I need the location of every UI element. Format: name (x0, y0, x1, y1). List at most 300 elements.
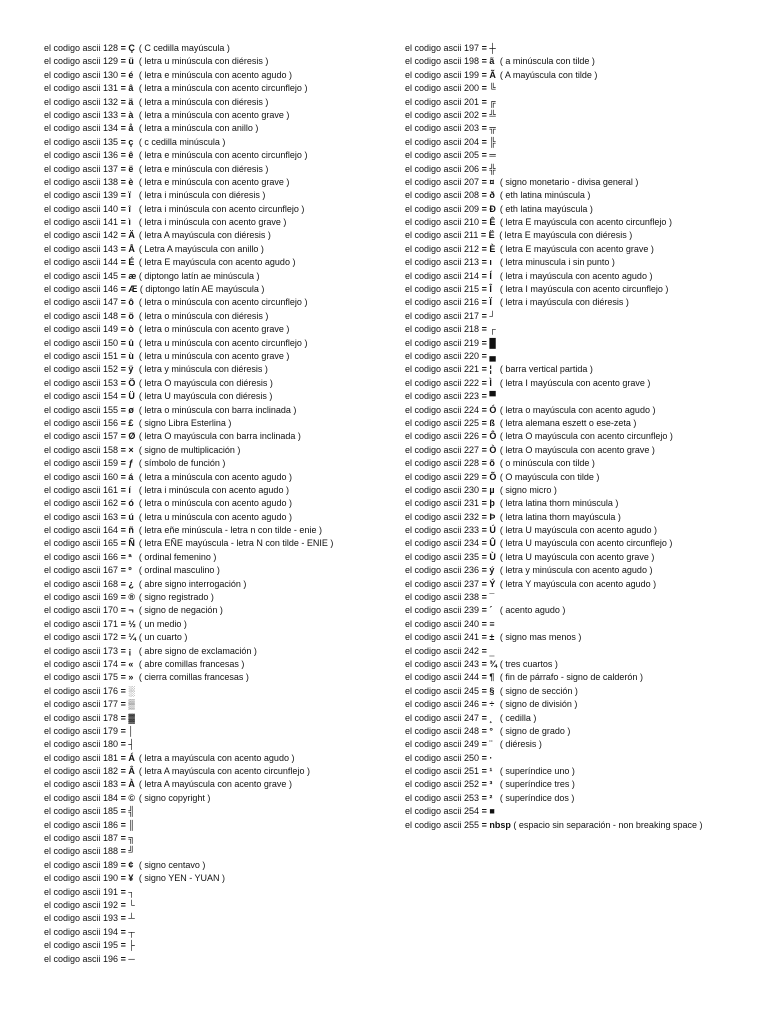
ascii-row (405, 296, 760, 309)
ascii-character: º (128, 565, 132, 576)
ascii-description: ( letra O mayúscula con acento grave ) (499, 444, 655, 455)
ascii-row (44, 203, 394, 216)
ascii-row (44, 243, 394, 256)
ascii-prefix: el codigo ascii (44, 444, 101, 455)
ascii-code: 168 (103, 578, 119, 589)
ascii-row (44, 551, 394, 564)
ascii-code: 215 (464, 284, 480, 295)
ascii-character: Ü (128, 391, 135, 402)
ascii-prefix: el codigo ascii (405, 699, 462, 710)
ascii-description: ( un cuarto ) (138, 632, 188, 643)
equals-sign: = (118, 819, 129, 830)
ascii-prefix: el codigo ascii (405, 176, 462, 187)
equals-sign: = (118, 551, 129, 562)
ascii-prefix: el codigo ascii (44, 230, 101, 241)
ascii-row (405, 189, 760, 202)
ascii-row (44, 859, 394, 872)
ascii-prefix: el codigo ascii (405, 712, 462, 723)
ascii-code: 138 (103, 176, 119, 187)
equals-sign: = (118, 833, 129, 844)
equals-sign: = (479, 592, 490, 603)
ascii-character: Å (128, 243, 135, 254)
ascii-character: À (128, 779, 135, 790)
ascii-prefix: el codigo ascii (44, 913, 101, 924)
ascii-code: 244 (464, 672, 480, 683)
ascii-code: 173 (103, 645, 119, 656)
ascii-description: ( signo de división ) (499, 699, 578, 710)
ascii-character: é (128, 69, 134, 80)
ascii-prefix: el codigo ascii (44, 592, 101, 603)
ascii-character: ¨ (489, 739, 493, 750)
ascii-row (44, 323, 394, 336)
ascii-character: ´ (489, 605, 493, 616)
ascii-prefix: el codigo ascii (405, 364, 462, 375)
ascii-row (405, 203, 760, 216)
ascii-code: 214 (464, 270, 480, 281)
ascii-code: 230 (464, 484, 480, 495)
ascii-description: ( letra A mayúscula con acento grave ) (138, 779, 292, 790)
ascii-character: è (128, 176, 134, 187)
ascii-code: 141 (103, 217, 119, 228)
ascii-character: Æ (128, 284, 138, 295)
ascii-prefix: el codigo ascii (405, 431, 462, 442)
ascii-code: 241 (464, 632, 480, 643)
ascii-row (44, 618, 394, 631)
ascii-row (405, 671, 760, 684)
ascii-row (405, 738, 760, 751)
ascii-row (44, 645, 394, 658)
ascii-code: 149 (103, 324, 119, 335)
ascii-prefix: el codigo ascii (44, 404, 101, 415)
ascii-character: ¦ (489, 364, 492, 375)
equals-sign: = (479, 819, 490, 830)
ascii-character: ┬ (128, 926, 135, 937)
ascii-code: 144 (103, 257, 119, 268)
ascii-code: 226 (464, 431, 480, 442)
ascii-code: 186 (103, 819, 119, 830)
ascii-character: ü (128, 56, 134, 67)
ascii-character: § (489, 685, 495, 696)
ascii-character: ì (128, 217, 131, 228)
ascii-description: ( abre signo interrogación ) (138, 578, 247, 589)
ascii-code: 238 (464, 592, 480, 603)
ascii-row (44, 872, 394, 885)
ascii-description: ( fin de párrafo - signo de calderón ) (499, 672, 643, 683)
ascii-row (44, 765, 394, 778)
ascii-prefix: el codigo ascii (405, 391, 462, 402)
ascii-description: ( barra vertical partida ) (499, 364, 593, 375)
ascii-description: ( letra o minúscula con acento grave ) (138, 324, 290, 335)
ascii-description: ( letra e minúscula con acento circunflejo ) (138, 150, 308, 161)
equals-sign: = (118, 391, 129, 402)
equals-sign: = (479, 203, 490, 214)
ascii-prefix: el codigo ascii (44, 43, 101, 53)
ascii-row (405, 350, 760, 363)
ascii-character: × (128, 444, 134, 455)
equals-sign: = (118, 43, 129, 53)
ascii-description: ( letra y minúscula con diéresis ) (138, 364, 268, 375)
ascii-description: ( letra a minúscula con acento agudo ) (138, 471, 292, 482)
ascii-code: 207 (464, 176, 480, 187)
ascii-prefix: el codigo ascii (44, 511, 101, 522)
ascii-character: Ú (489, 525, 496, 536)
ascii-code: 151 (103, 350, 119, 361)
ascii-code: 146 (103, 284, 119, 295)
ascii-row (44, 109, 394, 122)
ascii-prefix: el codigo ascii (405, 230, 462, 241)
equals-sign: = (118, 350, 129, 361)
ascii-row (44, 819, 394, 832)
ascii-description: ( signo YEN - YUAN ) (138, 873, 226, 884)
ascii-row (44, 216, 394, 229)
equals-sign: = (118, 431, 129, 442)
ascii-prefix: el codigo ascii (405, 150, 462, 161)
equals-sign: = (118, 96, 129, 107)
ascii-code: 237 (464, 578, 480, 589)
ascii-row (405, 417, 760, 430)
ascii-row (405, 270, 760, 283)
equals-sign: = (118, 458, 129, 469)
ascii-character: ¬ (128, 605, 134, 616)
ascii-row (44, 631, 394, 644)
ascii-description: ( letra u minúscula con acento circunflejo ) (138, 337, 308, 348)
ascii-prefix: el codigo ascii (44, 538, 101, 549)
ascii-code: 153 (103, 377, 119, 388)
ascii-prefix: el codigo ascii (405, 109, 462, 120)
equals-sign: = (479, 190, 490, 201)
ascii-prefix: el codigo ascii (405, 766, 462, 777)
ascii-row (44, 229, 394, 242)
ascii-row (405, 243, 760, 256)
ascii-prefix: el codigo ascii (44, 618, 101, 629)
ascii-character: ¸ (489, 712, 493, 723)
equals-sign: = (118, 404, 129, 415)
ascii-row (44, 256, 394, 269)
equals-sign: = (118, 913, 129, 924)
ascii-row (44, 685, 394, 698)
ascii-row (44, 792, 394, 805)
equals-sign: = (118, 658, 129, 669)
ascii-character: Î (489, 284, 492, 295)
equals-sign: = (479, 551, 490, 562)
ascii-character: Ï (489, 297, 492, 308)
equals-sign: = (479, 766, 490, 777)
ascii-prefix: el codigo ascii (44, 391, 101, 402)
ascii-description: ( signo de grado ) (499, 725, 571, 736)
ascii-code: 174 (103, 658, 119, 669)
ascii-character: ± (489, 632, 495, 643)
ascii-row (44, 310, 394, 323)
equals-sign: = (118, 310, 129, 321)
ascii-description: ( espacio sin separación - non breaking space ) (513, 819, 703, 830)
ascii-code: 167 (103, 565, 119, 576)
ascii-row (405, 725, 760, 738)
equals-sign: = (118, 498, 129, 509)
ascii-character: Ñ (128, 538, 135, 549)
ascii-description: ( c cedilla minúscula ) (138, 136, 226, 147)
ascii-code: 233 (464, 525, 480, 536)
ascii-prefix: el codigo ascii (405, 297, 462, 308)
ascii-code: 206 (464, 163, 480, 174)
ascii-description: ( letra o minúscula con barra inclinada ) (138, 404, 297, 415)
ascii-code: 160 (103, 471, 119, 482)
ascii-row (44, 136, 394, 149)
ascii-code: 129 (103, 56, 119, 67)
ascii-prefix: el codigo ascii (44, 56, 101, 67)
ascii-code: 166 (103, 551, 119, 562)
ascii-code: 229 (464, 471, 480, 482)
ascii-code: 219 (464, 337, 480, 348)
ascii-row (405, 698, 760, 711)
ascii-prefix: el codigo ascii (405, 56, 462, 67)
ascii-prefix: el codigo ascii (405, 672, 462, 683)
ascii-code: 155 (103, 404, 119, 415)
ascii-row (405, 377, 760, 390)
ascii-description: ( letra i minúscula con acento circunflejo ) (138, 203, 305, 214)
equals-sign: = (479, 83, 490, 94)
ascii-code: 163 (103, 511, 119, 522)
equals-sign: = (479, 685, 490, 696)
ascii-character: ┌ (489, 324, 496, 335)
ascii-description: ( letra U mayúscula con acento grave ) (499, 551, 655, 562)
ascii-prefix: el codigo ascii (405, 404, 462, 415)
equals-sign: = (479, 605, 490, 616)
equals-sign: = (118, 699, 129, 710)
equals-sign: = (478, 230, 489, 241)
ascii-code: 187 (103, 833, 119, 844)
ascii-row (44, 953, 394, 966)
equals-sign: = (118, 257, 129, 268)
ascii-character: ≡ (489, 618, 495, 629)
ascii-character: ╔ (489, 96, 496, 107)
ascii-code: 197 (464, 43, 480, 53)
ascii-description: ( letra latina thorn minúscula ) (499, 498, 619, 509)
ascii-row (405, 163, 760, 176)
ascii-prefix: el codigo ascii (44, 83, 101, 94)
ascii-code: 158 (103, 444, 119, 455)
ascii-row (44, 283, 394, 296)
ascii-row (44, 537, 394, 550)
ascii-character: þ (489, 498, 495, 509)
equals-sign: = (118, 605, 129, 616)
ascii-description: ( letra u minúscula con acento agudo ) (138, 511, 292, 522)
ascii-row (44, 564, 394, 577)
ascii-character: Û (489, 538, 496, 549)
ascii-description: ( a minúscula con tilde ) (499, 56, 595, 67)
ascii-code: 213 (464, 257, 480, 268)
ascii-code: 221 (464, 364, 480, 375)
ascii-prefix: el codigo ascii (44, 257, 101, 268)
ascii-prefix: el codigo ascii (44, 350, 101, 361)
ascii-row (405, 444, 760, 457)
ascii-description: ( letra alemana eszett o ese-zeta ) (499, 417, 637, 428)
ascii-character: ╬ (489, 163, 496, 174)
ascii-prefix: el codigo ascii (44, 217, 101, 228)
ascii-character: Ì (489, 377, 492, 388)
ascii-character: ╝ (128, 846, 135, 857)
ascii-row (405, 752, 760, 765)
ascii-character: æ (128, 270, 137, 281)
ascii-description: ( letra minuscula i sin punto ) (499, 257, 615, 268)
ascii-code: 162 (103, 498, 119, 509)
ascii-code: 225 (464, 417, 480, 428)
ascii-row (405, 712, 760, 725)
ascii-code: 192 (103, 900, 119, 910)
ascii-prefix: el codigo ascii (44, 310, 101, 321)
ascii-description: ( letra a mayúscula con acento agudo ) (138, 752, 295, 763)
equals-sign: = (479, 377, 490, 388)
ascii-row (405, 819, 760, 832)
ascii-prefix: el codigo ascii (405, 270, 462, 281)
ascii-prefix: el codigo ascii (405, 618, 462, 629)
equals-sign: = (118, 632, 129, 643)
equals-sign: = (479, 297, 490, 308)
ascii-description: ( Letra A mayúscula con anillo ) (138, 243, 264, 254)
ascii-description: ( signo monetario - divisa general ) (499, 176, 639, 187)
ascii-description: ( letra E mayúscula con acento agudo ) (138, 257, 296, 268)
ascii-description: ( diptongo latín ae minúscula ) (138, 270, 260, 281)
ascii-code: 145 (103, 270, 119, 281)
equals-sign: = (479, 565, 490, 576)
ascii-prefix: el codigo ascii (44, 337, 101, 348)
ascii-prefix: el codigo ascii (44, 833, 101, 844)
ascii-row (44, 149, 394, 162)
ascii-prefix: el codigo ascii (405, 83, 462, 94)
ascii-code: 240 (464, 618, 480, 629)
ascii-row (44, 511, 394, 524)
ascii-character: ■ (489, 806, 495, 817)
ascii-row (44, 658, 394, 671)
ascii-prefix: el codigo ascii (405, 525, 462, 536)
ascii-row (405, 82, 760, 95)
ascii-row (405, 363, 760, 376)
ascii-description: ( letra O mayúscula con diéresis ) (138, 377, 273, 388)
ascii-character: ç (128, 136, 134, 147)
ascii-character: ├ (128, 940, 135, 951)
ascii-code: 140 (103, 203, 119, 214)
equals-sign: = (118, 900, 129, 910)
ascii-prefix: el codigo ascii (405, 136, 462, 147)
ascii-row (405, 524, 760, 537)
ascii-row (44, 417, 394, 430)
ascii-row (44, 270, 394, 283)
ascii-character: á (128, 471, 134, 482)
ascii-character: ³ (489, 779, 493, 790)
ascii-character: Ø (128, 431, 136, 442)
equals-sign: = (118, 471, 129, 482)
ascii-prefix: el codigo ascii (44, 725, 101, 736)
equals-sign: = (479, 404, 490, 415)
ascii-character: ¢ (128, 859, 134, 870)
ascii-row (44, 350, 394, 363)
ascii-description: ( cedilla ) (499, 712, 537, 723)
equals-sign: = (479, 431, 490, 442)
equals-sign: = (479, 257, 490, 268)
equals-sign: = (118, 953, 129, 964)
ascii-character: · (489, 752, 493, 763)
ascii-character: ½ (128, 618, 136, 629)
ascii-prefix: el codigo ascii (44, 377, 101, 388)
ascii-character: ║ (128, 819, 135, 830)
ascii-row (44, 778, 394, 791)
equals-sign: = (118, 190, 129, 201)
ascii-code: 246 (464, 699, 480, 710)
equals-sign: = (118, 69, 129, 80)
ascii-character: ¹ (489, 766, 493, 777)
ascii-code: 184 (103, 792, 119, 803)
ascii-description: ( letra eñe minúscula - letra n con tilde - enie ) (138, 525, 322, 536)
ascii-character: ╣ (128, 806, 135, 817)
equals-sign: = (118, 324, 129, 335)
ascii-character: û (128, 337, 134, 348)
ascii-row (405, 551, 760, 564)
ascii-code: 169 (103, 592, 119, 603)
ascii-description: ( letra U mayúscula con diéresis ) (138, 391, 273, 402)
ascii-description: ( letra e minúscula con acento grave ) (138, 176, 290, 187)
equals-sign: = (118, 417, 129, 428)
ascii-row (44, 404, 394, 417)
ascii-prefix: el codigo ascii (44, 645, 101, 656)
ascii-character: Õ (489, 471, 497, 482)
ascii-code: 130 (103, 69, 119, 80)
ascii-code: 198 (464, 56, 480, 67)
ascii-code: 179 (103, 725, 119, 736)
ascii-prefix: el codigo ascii (405, 203, 462, 214)
equals-sign: = (118, 926, 129, 937)
ascii-row (405, 136, 760, 149)
ascii-character: nbsp (489, 819, 511, 830)
ascii-prefix: el codigo ascii (44, 458, 101, 469)
ascii-code: 254 (464, 806, 480, 817)
ascii-row (405, 457, 760, 470)
ascii-character: Ù (489, 551, 496, 562)
equals-sign: = (118, 578, 129, 589)
ascii-prefix: el codigo ascii (405, 645, 462, 656)
ascii-row (44, 444, 394, 457)
equals-sign: = (479, 391, 490, 402)
ascii-description: ( letra A mayúscula con diéresis ) (138, 230, 271, 241)
equals-sign: = (479, 752, 490, 763)
ascii-prefix: el codigo ascii (405, 578, 462, 589)
ascii-prefix: el codigo ascii (44, 69, 101, 80)
equals-sign: = (118, 859, 129, 870)
ascii-character: ù (128, 350, 134, 361)
ascii-description: ( signo mas menos ) (499, 632, 582, 643)
ascii-character: ý (489, 565, 495, 576)
equals-sign: = (118, 136, 129, 147)
ascii-prefix: el codigo ascii (405, 752, 462, 763)
ascii-row (405, 578, 760, 591)
equals-sign: = (118, 565, 129, 576)
equals-sign: = (118, 538, 129, 549)
ascii-description: ( letra a minúscula con acento grave ) (138, 109, 290, 120)
ascii-description: ( signo de sección ) (499, 685, 578, 696)
ascii-row (405, 471, 760, 484)
ascii-prefix: el codigo ascii (44, 163, 101, 174)
ascii-description: ( símbolo de función ) (138, 458, 226, 469)
ascii-row (405, 55, 760, 68)
ascii-character: Í (489, 270, 492, 281)
ascii-prefix: el codigo ascii (44, 364, 101, 375)
ascii-description: ( letra U mayúscula con acento agudo ) (499, 525, 657, 536)
ascii-character: Á (128, 752, 135, 763)
ascii-description: ( letra i minúscula con acento agudo ) (138, 484, 289, 495)
ascii-description: ( letra a minúscula con anillo ) (138, 123, 259, 134)
ascii-code: 183 (103, 779, 119, 790)
ascii-row (405, 564, 760, 577)
ascii-prefix: el codigo ascii (44, 846, 101, 857)
equals-sign: = (479, 364, 490, 375)
